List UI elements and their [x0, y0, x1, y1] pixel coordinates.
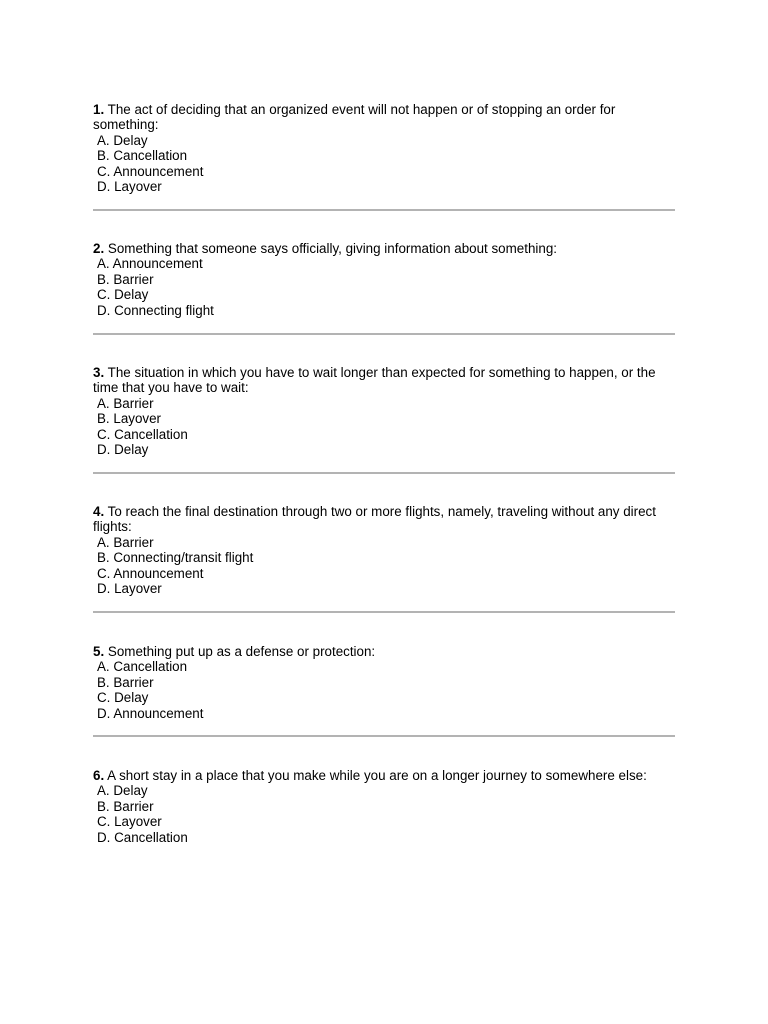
option-b: B. Barrier — [97, 271, 154, 287]
option-a: A. Barrier — [97, 395, 154, 411]
option-c: C. Layover — [97, 814, 162, 830]
option-b: B. Connecting/transit flight — [97, 550, 254, 566]
question-1-prompt — [93, 102, 678, 133]
option-list — [93, 659, 678, 721]
question-2-prompt — [93, 241, 678, 256]
question-text: To reach the final destination through two or more flights, namely, traveling without any direct flights: — [93, 504, 656, 535]
option-a: A. Barrier — [97, 534, 154, 550]
question-3-prompt — [93, 365, 678, 396]
option-list — [93, 133, 678, 195]
question-number: 1. — [93, 102, 105, 117]
option-d: D. Cancellation — [97, 829, 188, 845]
option-d: D. Layover — [97, 581, 162, 597]
option-b: B. Layover — [97, 411, 162, 427]
question-divider — [93, 333, 675, 335]
option-list — [93, 535, 678, 597]
option-b: B. Barrier — [97, 674, 154, 690]
option-a: A. Delay — [97, 132, 148, 148]
option-c: C. Announcement — [97, 565, 204, 581]
question-number: 6. — [93, 768, 105, 783]
option-a: A. Delay — [97, 783, 148, 799]
option-b: B. Cancellation — [97, 148, 188, 164]
question-text: Something that someone says officially, giving information about something: — [107, 241, 557, 256]
question-4-prompt — [93, 504, 678, 535]
question-number: 3. — [93, 365, 105, 380]
option-list — [93, 256, 678, 318]
option-a: A. Announcement — [97, 256, 203, 272]
option-d: D. Delay — [97, 442, 149, 458]
option-c: C. Announcement — [97, 163, 204, 179]
question-5 — [93, 644, 678, 721]
question-number: 5. — [93, 644, 105, 659]
option-d: D. Announcement — [97, 705, 204, 721]
question-number: 4. — [93, 504, 105, 519]
option-b: B. Barrier — [97, 798, 154, 814]
question-divider — [93, 472, 675, 474]
question-number: 2. — [93, 241, 105, 256]
option-list — [93, 396, 678, 458]
option-d: D. Connecting flight — [97, 302, 214, 318]
question-divider — [93, 209, 675, 211]
option-a: A. Cancellation — [97, 659, 188, 675]
question-3 — [93, 365, 678, 457]
question-text: The situation in which you have to wait longer than expected for something to happen, or the time that you have to wait: — [93, 365, 656, 396]
question-4 — [93, 504, 678, 596]
option-c: C. Delay — [97, 690, 149, 706]
option-c: C. Cancellation — [97, 426, 188, 442]
question-1 — [93, 102, 678, 194]
option-list — [93, 783, 678, 845]
question-5-prompt — [93, 644, 678, 659]
question-divider — [93, 735, 675, 737]
question-6 — [93, 768, 678, 845]
question-divider — [93, 611, 675, 613]
question-6-prompt — [93, 768, 678, 783]
question-text: A short stay in a place that you make while you are on a longer journey to somewhere else: — [107, 768, 647, 783]
question-text: The act of deciding that an organized event will not happen or of stopping an order for something: — [93, 102, 616, 133]
option-c: C. Delay — [97, 287, 149, 303]
option-d: D. Layover — [97, 179, 162, 195]
question-2 — [93, 241, 678, 318]
question-text: Something put up as a defense or protection: — [107, 644, 376, 659]
